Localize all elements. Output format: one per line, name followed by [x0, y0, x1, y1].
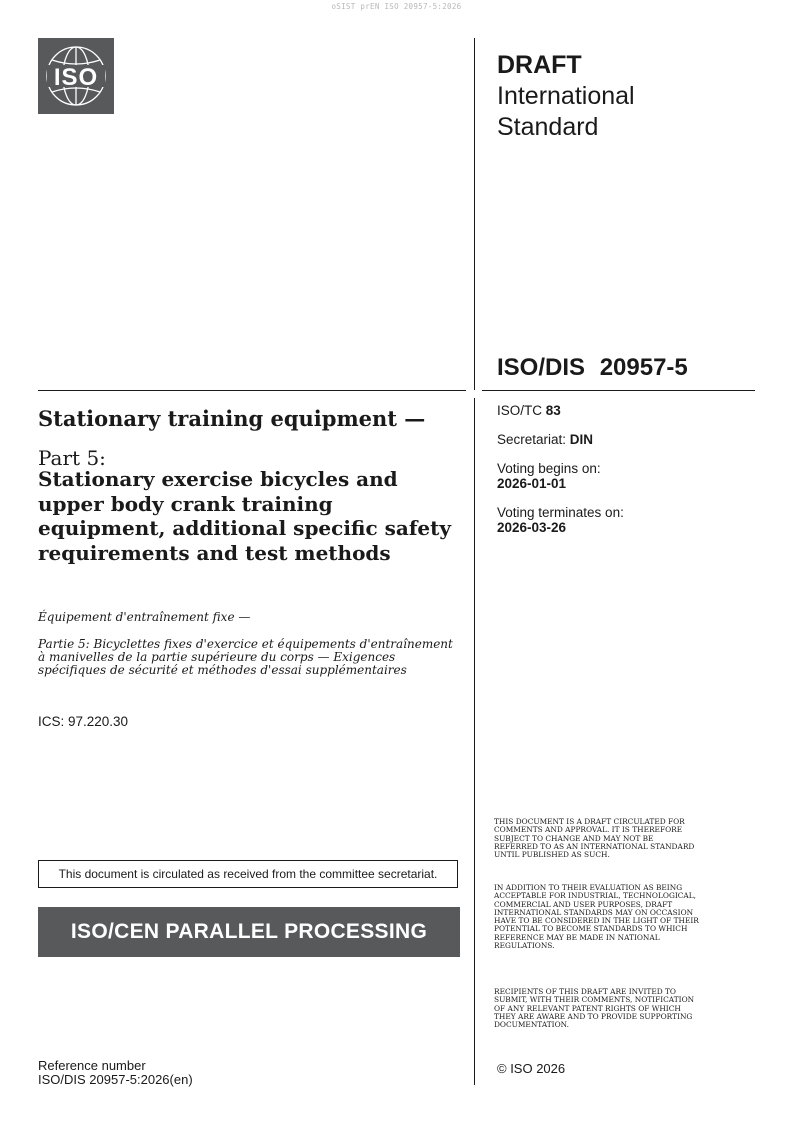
- disclaimer-paragraph-2: IN ADDITION TO THEIR EVALUATION AS BEING ACCEPTABLE FOR INDUSTRIAL, TECHNOLOGICAL, COMMERCIAL AND USER PURPOSES, DRAFT INTERNATIONAL STANDARDS MAY ON OCCASION HAVE TO BE CONSIDERED IN THE LIGHT OF THEIR POTENTIAL TO BECOME STANDARDS TO WHICH REFERENCE MAY BE MADE IN NATIONAL REGULATIONS.: [494, 883, 699, 951]
- tc-label: ISO/TC: [497, 403, 543, 418]
- voting-begins-date: 2026-01-01: [497, 476, 567, 491]
- secretariat-label: Secretariat:: [497, 432, 567, 447]
- horizontal-rule-left: [38, 390, 466, 391]
- globe-icon: [38, 38, 114, 114]
- draft-label: DRAFT: [497, 51, 582, 79]
- horizontal-rule-right: [482, 390, 755, 391]
- vertical-rule-top: [474, 38, 475, 390]
- french-part-title: Partie 5: Bicyclettes fixes d'exercice et équipements d'entraînement à manivelles de la partie supérieure du corps — Exigences spécifiques de sécurité et méthodes d'essai supplémentaires: [38, 637, 453, 677]
- circulation-notice: This document is circulated as received from the committee secretariat.: [38, 860, 458, 888]
- reference-number: [38, 1059, 193, 1086]
- reference-value: ISO/DIS 20957-5:2026(en): [38, 1071, 193, 1087]
- iso-logo: [38, 38, 114, 114]
- iso-logo-text: ISO: [53, 64, 99, 91]
- ics-code: ICS: 97.220.30: [38, 714, 129, 729]
- secretariat: [497, 432, 593, 447]
- reference-label: Reference number: [38, 1058, 146, 1073]
- copyright: © ISO 2026: [497, 1061, 566, 1076]
- international-label: International: [497, 82, 635, 110]
- part-title: Stationary exercise bicycles and upper body crank training equipment, additional specific safety requirements and test methods: [38, 467, 452, 565]
- voting-terminates-label: Voting terminates on:: [497, 505, 624, 520]
- voting-begins: [497, 461, 601, 491]
- document-status: [497, 50, 635, 143]
- vertical-rule-bottom: [474, 398, 475, 1085]
- title-main: Stationary training equipment —: [38, 406, 426, 431]
- secretariat-value: DIN: [569, 432, 594, 447]
- disclaimer-paragraph-1: THIS DOCUMENT IS A DRAFT CIRCULATED FOR COMMENTS AND APPROVAL. IT IS THEREFORE SUBJECT TO CHANGE AND MAY NOT BE REFERRED TO AS AN INTERNATIONAL STANDARD UNTIL PUBLISHED AS SUCH.: [494, 817, 695, 860]
- voting-begins-label: Voting begins on:: [497, 461, 601, 476]
- document-number: ISO/DIS 20957-5: [497, 354, 688, 381]
- parallel-processing-banner: ISO/CEN PARALLEL PROCESSING: [38, 907, 460, 957]
- voting-terminates: [497, 505, 624, 535]
- part-label: Part 5:: [38, 446, 106, 470]
- technical-committee: [497, 403, 561, 418]
- standard-label: Standard: [497, 113, 599, 141]
- disclaimer-paragraph-3: RECIPIENTS OF THIS DRAFT ARE INVITED TO SUBMIT, WITH THEIR COMMENTS, NOTIFICATION OF ANY RELEVANT PATENT RIGHTS OF WHICH THEY ARE AWARE AND TO PROVIDE SUPPORTING DOCUMENTATION.: [494, 987, 695, 1030]
- french-title-main: Équipement d'entraînement fixe —: [38, 610, 251, 624]
- voting-terminates-date: 2026-03-26: [497, 520, 567, 535]
- watermark: oSIST prEN ISO 20957-5:2026: [331, 2, 462, 11]
- tc-value: 83: [545, 403, 561, 418]
